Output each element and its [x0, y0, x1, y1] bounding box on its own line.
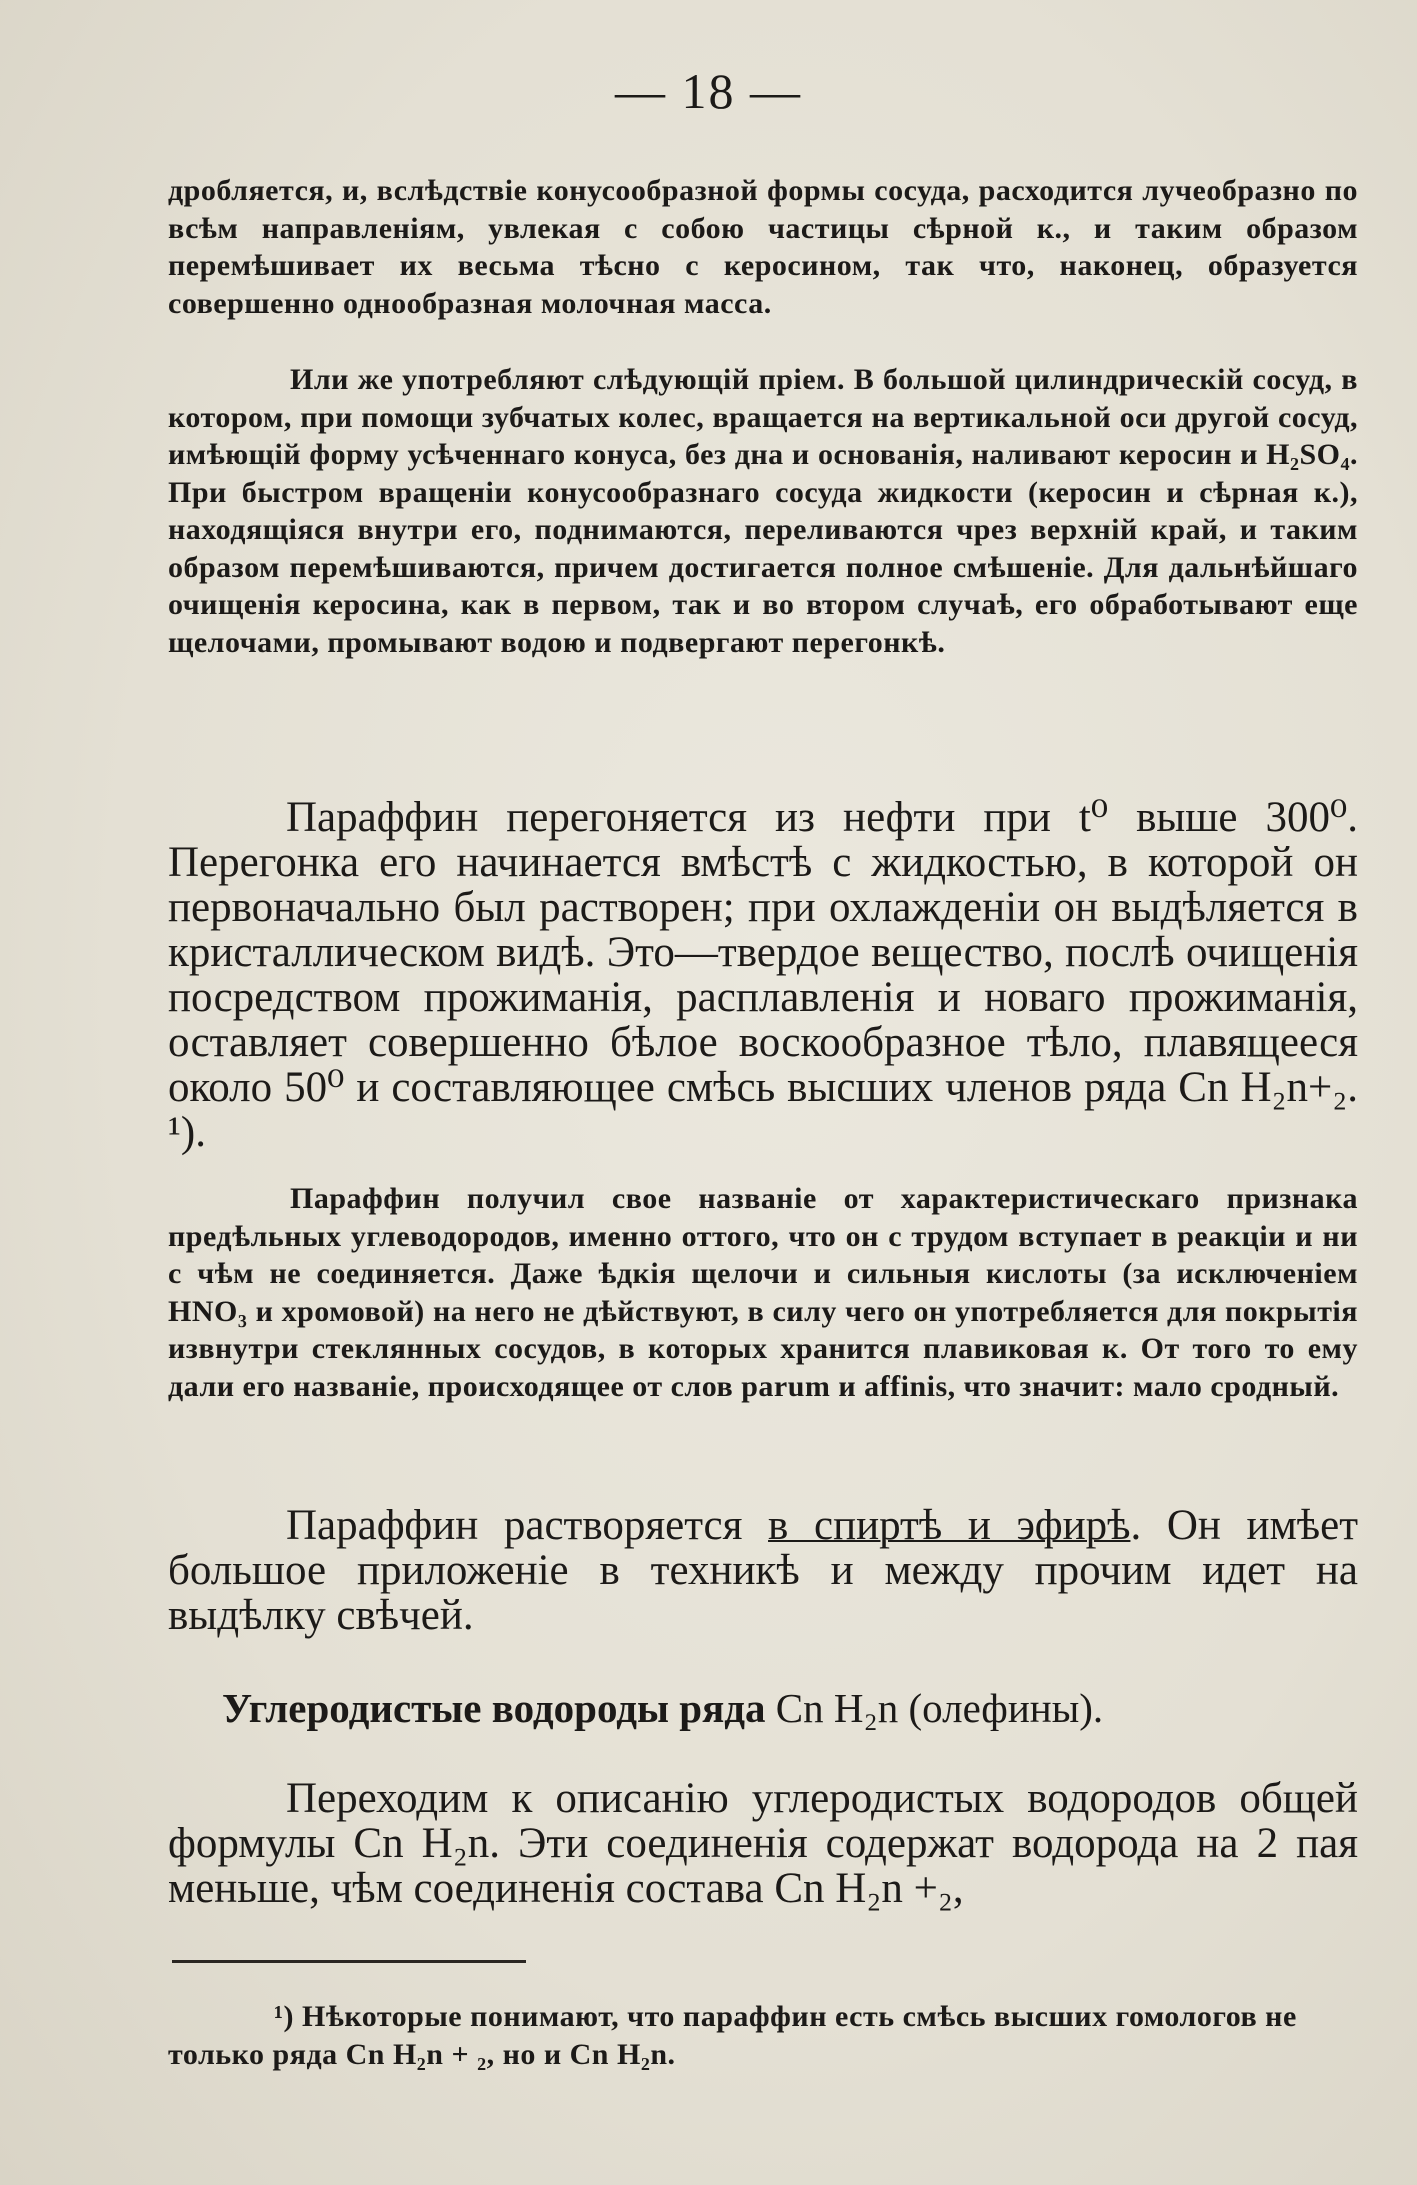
section-heading-formula: Cn H₂n (олефины). [765, 1685, 1104, 1731]
paragraph-2: Или же употребляют слѣдующій пріем. В большой цилиндрическій сосуд, в котором, при помощи зубчатых колес, вращается на вертикальной оси другой сосуд, имѣющій форму усѣченнаго конуса, без дна и основанія, наливают керосин и H₂SO₄. При быстром вращеніи конусообразнаго сосуда жидкости (керосин и сѣрная к.), находящіяся внутри его, поднимаются, переливаются чрез верхній край, и таким образом перемѣшиваются, причем достигается полное смѣшеніе. Для дальнѣйшаго очищенія керосина, как в первом, так и во втором случаѣ, его обработывают еще щелочами, промывают водою и подвергают перегонкѣ. [168, 363, 1358, 659]
page-number: — 18 — [615, 63, 802, 119]
section-heading [222, 1684, 1372, 1732]
paragraph-1: дробляется, и, вслѣдствіе конусообразной формы сосуда, расходится лучеобразно по всѣм направленіям, увлекая с собою частицы сѣрной к., и таким образом перемѣшивает их весьма тѣсно с керосином, так что, наконец, образуется совершенно однообразная молочная масса. [168, 174, 1358, 320]
footnote-rule [172, 1960, 526, 1963]
paragraph-5-end: . Он имѣет большое приложеніе в техникѣ и между прочим идет на выдѣлку свѣчей. [168, 1502, 1359, 1639]
paragraph-6: Переходим к описанію углеродистых водородов общей формулы Cn H₂n. Эти соединенія содержат водорода на 2 пая меньше, чѣм соединенія состава Cn H₂n +₂, [168, 1775, 1358, 1912]
paragraph-5 [168, 1503, 1358, 1638]
paragraph-3: Параффин перегоняется из нефти при t⁰ выше 300⁰. Перегонка его начинается вмѣстѣ с жидкостью, в которой он первоначально был растворен; при охлажденіи он выдѣляется в кристаллическом видѣ. Это—твердое вещество, послѣ очищенія посредством прожиманія, расплавленія и новаго прожиманія, оставляет совершенно бѣлое воскообразное тѣло, плавящееся около 50⁰ и составляющее смѣсь высших членов ряда Cn H₂n+₂. ¹). [168, 794, 1358, 1156]
paragraph-5-start: Параффин растворяется [286, 1502, 769, 1549]
section-heading-bold: Углеродистые водороды ряда [222, 1685, 766, 1731]
footnote: ¹) Нѣкоторые понимают, что параффин есть смѣсь высших гомологов не только ряда Cn H₂n + ₂, но и Cn H₂n. [168, 2000, 1297, 2071]
paragraph-4: Параффин получил свое названіе от характеристическаго признака предѣльных углеводородов, именно оттого, что он с трудом вступает в реакціи и ни с чѣм не соединяется. Даже ѣдкія щелочи и сильныя кислоты (за исключеніем HNO₃ и хромовой) на него не дѣйствуют, в силу чего он употребляется для покрытія извнутри стеклянных сосудов, в которых хранится плавиковая к. От того то ему дали его названіе, происходящее от слов parum и affinis, что значит: мало сродный. [168, 1182, 1358, 1403]
paragraph-5-underlined: в спиртѣ и эфирѣ [768, 1502, 1131, 1549]
